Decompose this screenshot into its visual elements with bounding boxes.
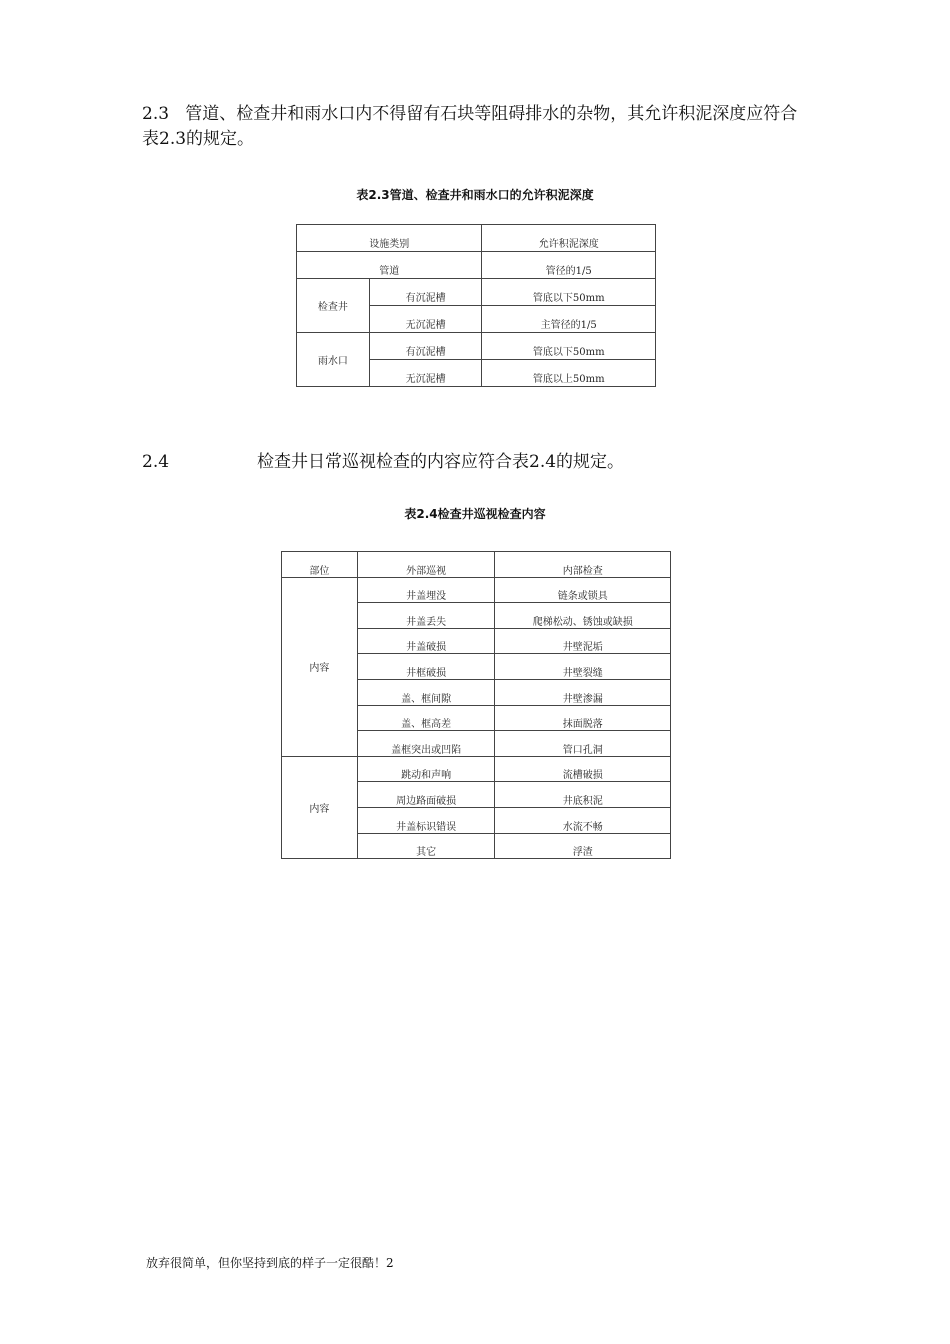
depth-value: 管底以上50mm bbox=[482, 360, 656, 387]
external-item: 盖框突出或凹陷 bbox=[357, 731, 495, 757]
internal-item: 爬梯松动、锈蚀或缺损 bbox=[495, 603, 671, 629]
depth-value: 管径的1/5 bbox=[482, 252, 656, 279]
header-cell: 外部巡视 bbox=[357, 552, 495, 578]
depth-value: 主管径的1/5 bbox=[482, 306, 656, 333]
sub-type: 有沉泥槽 bbox=[369, 279, 482, 306]
table-row bbox=[282, 756, 671, 782]
section-2-3-paragraph bbox=[142, 102, 812, 152]
external-item: 周边路面破损 bbox=[357, 782, 495, 808]
table-row bbox=[282, 552, 671, 578]
section-2-4-number: 2.4 bbox=[142, 452, 170, 472]
header-cell: 部位 bbox=[282, 552, 358, 578]
sub-type: 无沉泥槽 bbox=[369, 306, 482, 333]
internal-item: 井壁泥垢 bbox=[495, 628, 671, 654]
internal-item: 水流不畅 bbox=[495, 807, 671, 833]
header-cell: 设施类别 bbox=[297, 225, 482, 252]
external-item: 井框破损 bbox=[357, 654, 495, 680]
internal-item: 井壁渗漏 bbox=[495, 679, 671, 705]
depth-value: 管底以下50mm bbox=[482, 279, 656, 306]
internal-item: 井底积泥 bbox=[495, 782, 671, 808]
section-number: 2.3 bbox=[142, 104, 170, 124]
section-text: 管道、检查井和雨水口内不得留有石块等阻碍排水的杂物，其允许积泥深度应符合表2.3的规定。 bbox=[142, 104, 798, 149]
section-2-4-text: 检查井日常巡视检查的内容应符合表2.4的规定。 bbox=[257, 452, 625, 472]
internal-item: 井壁裂缝 bbox=[495, 654, 671, 680]
group-label: 内容 bbox=[282, 577, 358, 756]
external-item: 井盖丢失 bbox=[357, 603, 495, 629]
table-2-3-caption: 表2.3管道、检查井和雨水口的允许积泥深度 bbox=[356, 188, 594, 202]
facility-manhole: 检查井 bbox=[297, 279, 370, 333]
internal-item: 浮渣 bbox=[495, 833, 671, 859]
table-2-4 bbox=[281, 551, 671, 859]
depth-value: 管底以下50mm bbox=[482, 333, 656, 360]
table-row bbox=[282, 577, 671, 603]
internal-item: 抹面脱落 bbox=[495, 705, 671, 731]
external-item: 井盖埋没 bbox=[357, 577, 495, 603]
sub-type: 有沉泥槽 bbox=[369, 333, 482, 360]
sub-type: 无沉泥槽 bbox=[369, 360, 482, 387]
table-row bbox=[297, 225, 656, 252]
header-cell: 内部检查 bbox=[495, 552, 671, 578]
facility-inlet: 雨水口 bbox=[297, 333, 370, 387]
external-item: 井盖破损 bbox=[357, 628, 495, 654]
external-item: 井盖标识错误 bbox=[357, 807, 495, 833]
facility-pipe: 管道 bbox=[297, 252, 482, 279]
external-item: 盖、框间隙 bbox=[357, 679, 495, 705]
page-footer: 放弃很简单，但你坚持到底的样子一定很酷！2 bbox=[146, 1256, 394, 1270]
header-cell: 允许积泥深度 bbox=[482, 225, 656, 252]
table-row bbox=[297, 279, 656, 306]
external-item: 其它 bbox=[357, 833, 495, 859]
internal-item: 链条或锁具 bbox=[495, 577, 671, 603]
table-2-3 bbox=[296, 224, 656, 387]
group-label: 内容 bbox=[282, 756, 358, 858]
table-row bbox=[297, 252, 656, 279]
external-item: 跳动和声响 bbox=[357, 756, 495, 782]
table-2-4-caption: 表2.4检查井巡视检查内容 bbox=[404, 507, 546, 521]
table-row bbox=[297, 333, 656, 360]
internal-item: 管口孔洞 bbox=[495, 731, 671, 757]
external-item: 盖、框高差 bbox=[357, 705, 495, 731]
internal-item: 流槽破损 bbox=[495, 756, 671, 782]
